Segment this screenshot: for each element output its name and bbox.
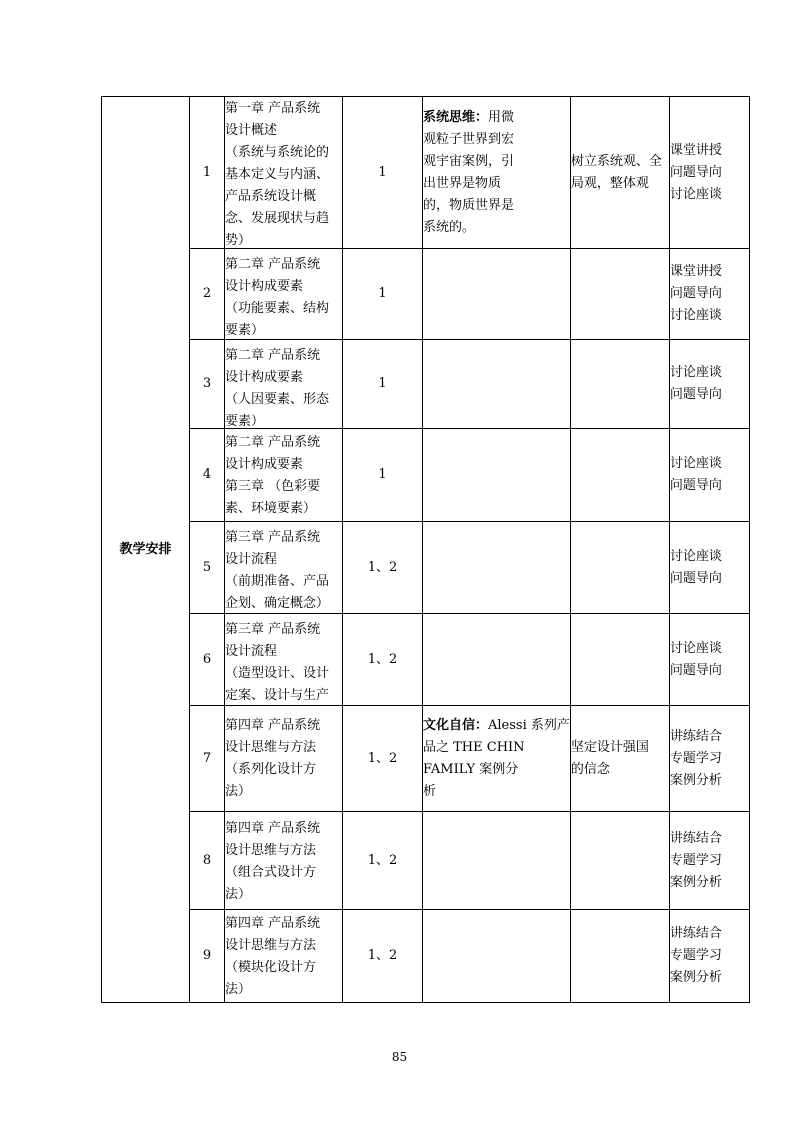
- teaching-method-cell: [669, 614, 749, 706]
- chapter-content: [225, 340, 343, 429]
- text-line: （系统与系统论的: [225, 144, 330, 160]
- text-line: 设计思维与方法: [225, 842, 317, 858]
- text-line: 讨论座谈: [669, 365, 722, 380]
- page-number: 85: [391, 1050, 408, 1064]
- education-goal-cell: [570, 522, 669, 614]
- ideology-text: 系统的。: [423, 219, 476, 235]
- reference-cell: 1、2: [343, 812, 423, 910]
- text-line: （造型设计、设计: [225, 665, 330, 681]
- schedule-row: [102, 910, 750, 1003]
- text-line: 讨论座谈: [669, 548, 722, 564]
- ideology-element-cell: [423, 340, 571, 429]
- text-line: 讨论座谈: [669, 456, 722, 471]
- reference-cell: 1、2: [343, 522, 423, 614]
- teaching-method-cell: [669, 429, 749, 522]
- text-line: （前期准备、产品: [225, 573, 330, 589]
- schedule-row: [102, 429, 750, 522]
- text-line: 设计流程: [225, 643, 278, 659]
- text-line: 问题导向: [669, 662, 722, 678]
- text-line: 设计思维与方法: [225, 739, 317, 755]
- text-line: 法）: [225, 886, 252, 902]
- education-goal-cell: [570, 812, 669, 910]
- schedule-row: [102, 340, 750, 429]
- teaching-method-cell: [669, 249, 749, 340]
- ideology-text: 品之 THE CHIN: [423, 739, 525, 755]
- ideology-element-cell: [423, 97, 571, 249]
- teaching-method-cell: [669, 706, 749, 812]
- row-number: 7: [190, 706, 225, 812]
- teaching-method-cell: [669, 97, 749, 249]
- text-line: （系列化设计方: [225, 761, 317, 777]
- ideology-text: Alessi 系列产: [488, 717, 570, 733]
- text-line: （组合式设计方: [225, 864, 317, 880]
- text-line: 第二章 产品系统: [225, 435, 321, 450]
- text-line: 法）: [225, 982, 252, 997]
- text-line: （模块化设计方: [225, 960, 317, 975]
- row-number: 8: [190, 812, 225, 910]
- text-line: 第三章 （色彩要: [225, 479, 321, 494]
- ideology-text: 观粒子世界到宏: [423, 131, 515, 147]
- teaching-method-cell: [669, 522, 749, 614]
- ideology-text: 的，物质世界是: [423, 197, 515, 213]
- text-line: （功能要素、结构: [225, 300, 330, 316]
- text-line: 案例分析: [669, 772, 722, 788]
- text-line: 案例分析: [669, 874, 722, 890]
- text-line: 局观，整体观: [570, 175, 649, 191]
- education-goal-cell: [570, 97, 669, 249]
- text-line: 讨论座谈: [669, 640, 722, 656]
- schedule-row: [102, 249, 750, 340]
- text-line: 专题学习: [669, 948, 722, 963]
- ideology-title: 系统思维：: [423, 109, 489, 125]
- ideology-title: 文化自信：: [423, 717, 489, 733]
- row-number: 4: [190, 429, 225, 522]
- row-number: 2: [190, 249, 225, 340]
- ideology-text: 析: [423, 783, 437, 799]
- chapter-content: [225, 910, 343, 1003]
- text-line: 讲练结合: [669, 830, 722, 846]
- row-number: 1: [190, 97, 225, 249]
- text-line: 法）: [225, 783, 252, 799]
- text-line: 讨论座谈: [669, 308, 722, 323]
- text-line: 讲练结合: [669, 728, 722, 744]
- text-line: 势）: [225, 232, 252, 248]
- text-line: 讲练结合: [669, 926, 722, 941]
- ideology-text: 观宇宙案例，引: [423, 153, 515, 169]
- education-goal-cell: [570, 249, 669, 340]
- text-line: 设计构成要素: [225, 457, 304, 472]
- text-line: 定案、设计与生产: [225, 687, 330, 703]
- chapter-content: [225, 249, 343, 340]
- text-line: 设计构成要素: [225, 278, 304, 294]
- ideology-text: 用微: [488, 109, 515, 125]
- text-line: 树立系统观、全: [570, 153, 662, 169]
- ideology-element-cell: [423, 522, 571, 614]
- text-line: 设计思维与方法: [225, 938, 317, 953]
- text-line: 第四章 产品系统: [225, 820, 321, 836]
- schedule-row: [102, 812, 750, 910]
- text-line: 第三章 产品系统: [225, 529, 321, 545]
- teaching-method-cell: [669, 910, 749, 1003]
- text-line: 课堂讲授: [669, 142, 722, 158]
- education-goal-cell: [570, 340, 669, 429]
- text-line: 讨论座谈: [669, 186, 722, 202]
- text-line: 企划、确定概念）: [225, 595, 330, 611]
- text-line: 专题学习: [669, 750, 722, 766]
- text-line: 要素）: [225, 413, 265, 428]
- text-line: 念、发展现状与趋: [225, 210, 330, 226]
- text-line: 问题导向: [669, 478, 722, 493]
- chapter-content: [225, 706, 343, 812]
- text-line: 设计流程: [225, 551, 278, 567]
- reference-cell: 1: [343, 429, 423, 522]
- row-number: 5: [190, 522, 225, 614]
- text-line: 问题导向: [669, 164, 722, 180]
- schedule-row: [102, 97, 750, 249]
- ideology-element-cell: [423, 910, 571, 1003]
- reference-cell: 1: [343, 340, 423, 429]
- text-line: 第二章 产品系统: [225, 347, 321, 363]
- reference-cell: 1、2: [343, 910, 423, 1003]
- text-line: 坚定设计强国: [570, 739, 649, 755]
- text-line: 案例分析: [669, 970, 722, 985]
- row-number: 9: [190, 910, 225, 1003]
- ideology-element-cell: [423, 429, 571, 522]
- education-goal-cell: [570, 910, 669, 1003]
- text-line: 问题导向: [669, 570, 722, 586]
- education-goal-cell: [570, 614, 669, 706]
- text-line: 素、环境要素）: [225, 501, 317, 516]
- text-line: 第二章 产品系统: [225, 256, 321, 272]
- text-line: （人因要素、形态: [225, 391, 330, 407]
- education-goal-cell: [570, 706, 669, 812]
- row-number: 6: [190, 614, 225, 706]
- text-line: 的信念: [570, 761, 610, 777]
- text-line: 第一章 产品系统: [225, 100, 321, 116]
- teaching-method-cell: [669, 340, 749, 429]
- ideology-element-cell: [423, 614, 571, 706]
- chapter-content: [225, 522, 343, 614]
- chapter-content: [225, 429, 343, 522]
- schedule-row: [102, 522, 750, 614]
- text-line: 基本定义与内涵、: [225, 166, 330, 182]
- ideology-element-cell: [423, 249, 571, 340]
- schedule-row: [102, 706, 750, 812]
- chapter-content: [225, 614, 343, 706]
- text-line: 第四章 产品系统: [225, 916, 321, 931]
- education-goal-cell: [570, 429, 669, 522]
- reference-cell: 1: [343, 249, 423, 340]
- schedule-row: [102, 614, 750, 706]
- ideology-text: FAMILY 案例分: [423, 761, 519, 777]
- ideology-text: 出世界是物质: [423, 175, 502, 191]
- text-line: 专题学习: [669, 852, 722, 868]
- section-label: 教学安排: [102, 97, 190, 1003]
- text-line: 第三章 产品系统: [225, 621, 321, 637]
- chapter-content: [225, 812, 343, 910]
- chapter-content: [225, 97, 343, 249]
- reference-cell: 1、2: [343, 614, 423, 706]
- text-line: 产品系统设计概: [225, 188, 317, 204]
- text-line: 问题导向: [669, 286, 722, 301]
- text-line: 设计概述: [225, 122, 278, 138]
- reference-cell: 1: [343, 97, 423, 249]
- text-line: 课堂讲授: [669, 264, 722, 279]
- text-line: 问题导向: [669, 387, 722, 402]
- teaching-method-cell: [669, 812, 749, 910]
- teaching-schedule-table: [101, 96, 750, 1003]
- ideology-element-cell: [423, 706, 571, 812]
- row-number: 3: [190, 340, 225, 429]
- reference-cell: 1、2: [343, 706, 423, 812]
- text-line: 设计构成要素: [225, 369, 304, 385]
- text-line: 第四章 产品系统: [225, 717, 321, 733]
- ideology-element-cell: [423, 812, 571, 910]
- text-line: 要素）: [225, 322, 265, 338]
